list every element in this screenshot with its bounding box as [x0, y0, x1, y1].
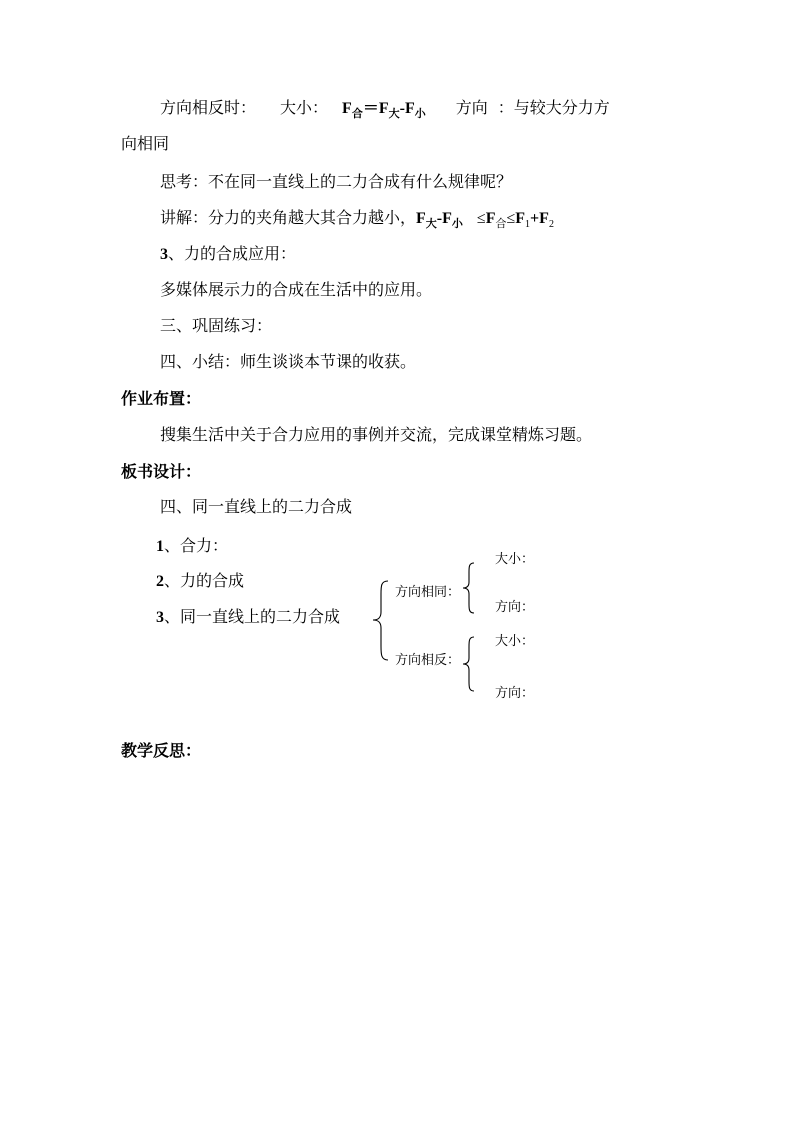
main-brace — [370, 578, 390, 664]
board-item-1: 1、合力： — [156, 536, 229, 555]
opposite-direction-direction: 方向： — [495, 686, 535, 701]
multimedia-line: 多媒体展示力的合成在生活中的应用。 — [160, 280, 433, 299]
homework-heading: 作业布置： — [121, 389, 202, 408]
same-direction-brace — [460, 561, 476, 615]
formula-f-he: $F_合=F_大-F_小$ — [342, 100, 426, 120]
opposite-direction-label: 方向相反时： — [160, 98, 257, 117]
board-title: 四、同一直线上的二力合成 — [160, 497, 353, 516]
explanation-text: 讲解：分力的夹角越大其合力越小， — [160, 208, 417, 227]
explanation-formula-right: $\le F_合\le F_1+F_2$ — [476, 210, 554, 230]
summary-line: 四、小结：师生谈谈本节课的收获。 — [160, 352, 417, 371]
opposite-direction-branch-label: 方向相反： — [395, 653, 461, 668]
direction-rest: ：与较大分力方 — [497, 98, 610, 117]
same-direction-size: 大小： — [495, 552, 535, 567]
direction-label: 方向 — [455, 98, 488, 117]
homework-text: 搜集生活中关于合力应用的事例并交流，完成课堂精炼习题。 — [160, 425, 593, 444]
same-direction-label: 方向相同： — [395, 585, 461, 600]
board-heading: 板书设计： — [121, 462, 202, 481]
direction-continuation: 向相同 — [121, 134, 170, 153]
explanation-formula-left: $F_大-F_小$ — [416, 210, 463, 230]
thinking-question: 思考：不在同一直线上的二力合成有什么规律呢？ — [160, 172, 513, 191]
opposite-direction-line — [160, 98, 610, 120]
board-item-3: 3、同一直线上的二力合成 — [156, 607, 341, 626]
size-label: 大小： — [280, 98, 329, 117]
same-direction-direction: 方向： — [495, 600, 535, 615]
opposite-direction-brace — [460, 635, 476, 693]
explanation-line — [160, 208, 554, 231]
opposite-direction-size: 大小： — [495, 634, 535, 649]
consolidation-line: 三、巩固练习： — [160, 316, 273, 335]
section-3-heading: 3、力的合成应用： — [160, 244, 297, 263]
reflection-heading: 教学反思： — [121, 741, 202, 760]
board-item-2: 2、力的合成 — [156, 571, 245, 590]
